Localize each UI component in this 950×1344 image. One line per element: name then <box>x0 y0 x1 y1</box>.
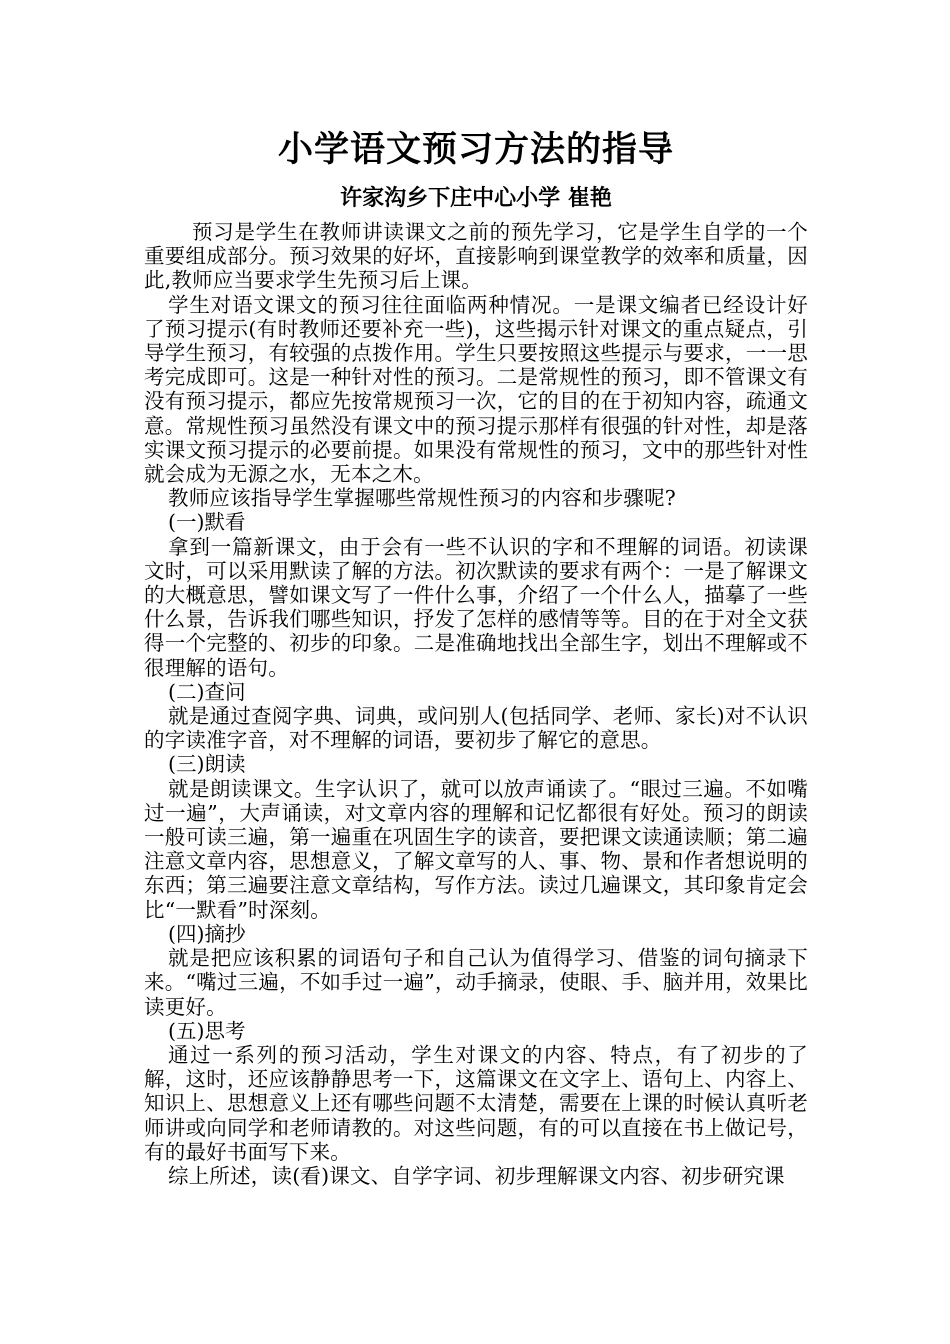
guiding-question: 教师应该指导学生掌握哪些常规性预习的内容和步骤呢? <box>168 486 676 511</box>
section-heading-4: (四)摘抄 <box>168 921 246 946</box>
document-page <box>144 120 808 1188</box>
section-text-2: 就是通过查阅字典、词典，或问别人(包括同学、老师、家长)对不认识的字读准字音，对不理解的词语，要初步了解它的意思。 <box>144 704 808 753</box>
section-heading-3: (三)朗读 <box>168 752 246 777</box>
section-heading-1: (一)默看 <box>168 510 246 535</box>
intro-paragraph-2: 学生对语文课文的预习往往面临两种情况。一是课文编者已经设计好了预习提示(有时教师还要补充一些)，这些揭示针对课文的重点疑点，引导学生预习，有较强的点拨作用。学生只要按照这些提示与要求，一一思考完成即可。这是一种针对性的预习。二是常规性的预习，即不管课文有没有预习提示，都应先按常规预习一次，它的目的在于初知内容，疏通文意。常规性预习虽然没有课文中的预习提示那样有很强的针对性，却是落实课文预习提示的必要前提。如果没有常规性的预习，文中的那些针对性就会成为无源之水，无本之木。 <box>144 292 808 487</box>
section-text-1: 拿到一篇新课文，由于会有一些不认识的字和不理解的词语。初读课文时，可以采用默读了解的方法。初次默读的要求有两个：一是了解课文的大概意思，譬如课文写了一件什么事，介绍了一个什么人，描摹了一些什么景，告诉我们哪些知识，抒发了怎样的感情等等。目的在于对全文获得一个完整的、初步的印象。二是准确地找出全部生字，划出不理解或不很理解的语句。 <box>144 534 808 680</box>
intro-paragraph-1: 预习是学生在教师讲读课文之前的预先学习，它是学生自学的一个重要组成部分。预习效果的好坏，直接影响到课堂教学的效率和质量，因此,教师应当要求学生先预习后上课。 <box>144 220 808 293</box>
section-text-5: 通过一系列的预习活动，学生对课文的内容、特点，有了初步的了解，这时，还应该静静思考一下，这篇课文在文字上、语句上、内容上、知识上、思想意义上还有哪些问题不太清楚，需要在上课的时候认真听老师讲或向同学和老师请教的。对这些问题，有的可以直接在书上做记号，有的最好书面写下来。 <box>144 1042 808 1164</box>
closing-paragraph: 综上所述，读(看)课文、自学字词、初步理解课文内容、初步研究课 <box>168 1163 785 1188</box>
section-heading-5: (五)思考 <box>168 1018 246 1043</box>
author-line: 许家沟乡下庄中心小学 崔艳 <box>340 185 612 211</box>
section-heading-2: (二)查问 <box>168 679 246 704</box>
document-title: 小学语文预习方法的指导 <box>277 129 674 170</box>
section-text-3: 就是朗读课文。生字认识了，就可以放声诵读了。“眼过三遍。不如嘴过一遍”，大声诵读，对文章内容的理解和记忆都很有好处。预习的朗读一般可读三遍，第一遍重在巩固生字的读音，要把课文读通读顺；第二遍注意文章内容，思想意义，了解文章写的人、事、物、景和作者想说明的东西；第三遍要注意文章结构，写作方法。读过几遍课文，其印象肯定会比“一默看”时深刻。 <box>144 776 808 922</box>
section-text-4: 就是把应该积累的词语句子和自己认为值得学习、借鉴的词句摘录下来。“嘴过三遍，不如手过一遍”，动手摘录，使眼、手、脑并用，效果比读更好。 <box>144 946 808 1019</box>
